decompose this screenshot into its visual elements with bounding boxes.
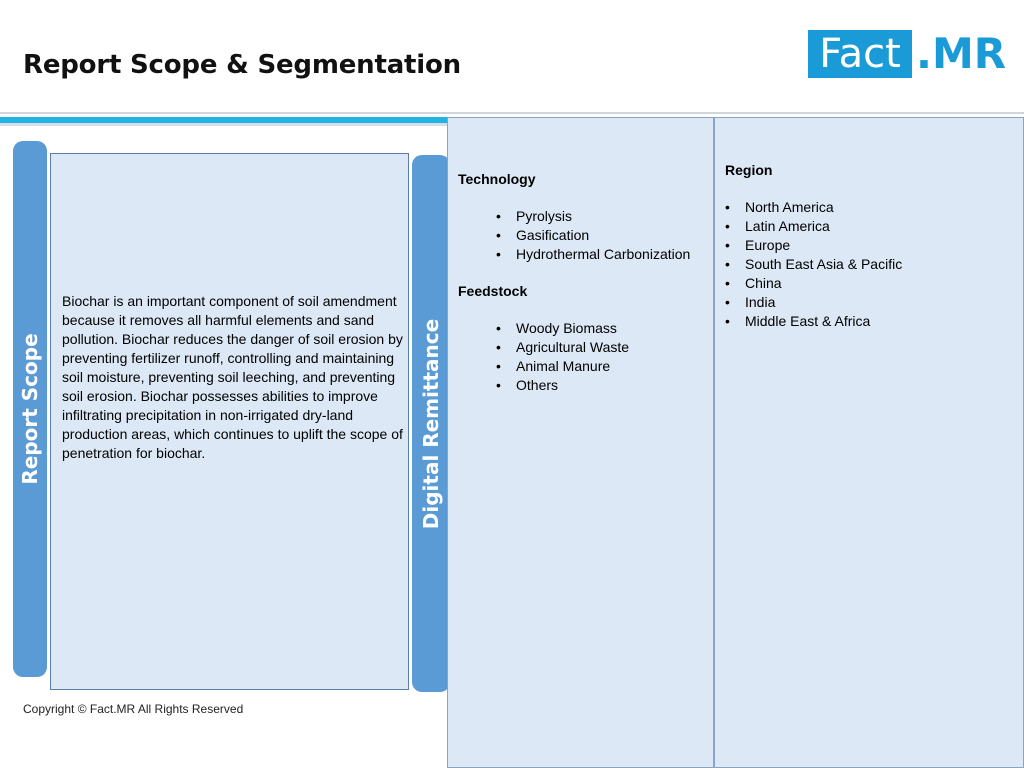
region-heading: Region — [725, 162, 773, 178]
copyright-text: Copyright © Fact.MR All Rights Reserved — [23, 702, 244, 716]
list-item: • Pyrolysis — [496, 207, 690, 226]
logo-suffix-text: .MR — [916, 29, 1007, 78]
list-item: • Hydrothermal Carbonization — [496, 245, 690, 264]
technology-heading: Technology — [458, 171, 536, 187]
list-item: • South East Asia & Pacific — [725, 255, 902, 274]
page-title: Report Scope & Segmentation — [23, 50, 461, 80]
list-item: • India — [725, 293, 902, 312]
list-item: • Others — [496, 376, 629, 395]
digital-remittance-tab — [412, 155, 450, 692]
report-scope-label: Report Scope — [18, 333, 42, 485]
description-text: Biochar is an important component of soil amendment because it removes all harmful elements and sand pollution. Biochar reduces the danger of soil erosion by preventing fertilizer runoff, controlling and maintaining soil moisture, preventing soil leeching, and preventing soil erosion. Biochar possesses abilities to improve infiltrating precipitation in non-irrigated dry-land production areas, which continues to uplift the scope of penetration for biochar. — [62, 293, 403, 461]
region-list — [725, 198, 902, 331]
description-box — [50, 153, 409, 690]
segmentation-panel-region — [714, 117, 1024, 768]
header-accent-shadow — [0, 123, 450, 126]
technology-list — [496, 207, 690, 264]
list-item: • North America — [725, 198, 902, 217]
feedstock-list — [496, 319, 629, 395]
list-item: • Animal Manure — [496, 357, 629, 376]
feedstock-heading: Feedstock — [458, 283, 528, 299]
segmentation-panel-technology-feedstock — [447, 117, 714, 768]
fact-mr-logo — [808, 30, 1006, 78]
digital-remittance-label: Digital Remittance — [419, 318, 443, 529]
logo-box-text: Fact — [808, 30, 912, 78]
list-item: • Woody Biomass — [496, 319, 629, 338]
list-item: • Europe — [725, 236, 902, 255]
list-item: • Latin America — [725, 217, 902, 236]
list-item: • Gasification — [496, 226, 690, 245]
list-item: • Agricultural Waste — [496, 338, 629, 357]
list-item: • Middle East & Africa — [725, 312, 902, 331]
report-scope-tab — [13, 141, 47, 677]
list-item: • China — [725, 274, 902, 293]
header-divider — [0, 112, 1024, 114]
